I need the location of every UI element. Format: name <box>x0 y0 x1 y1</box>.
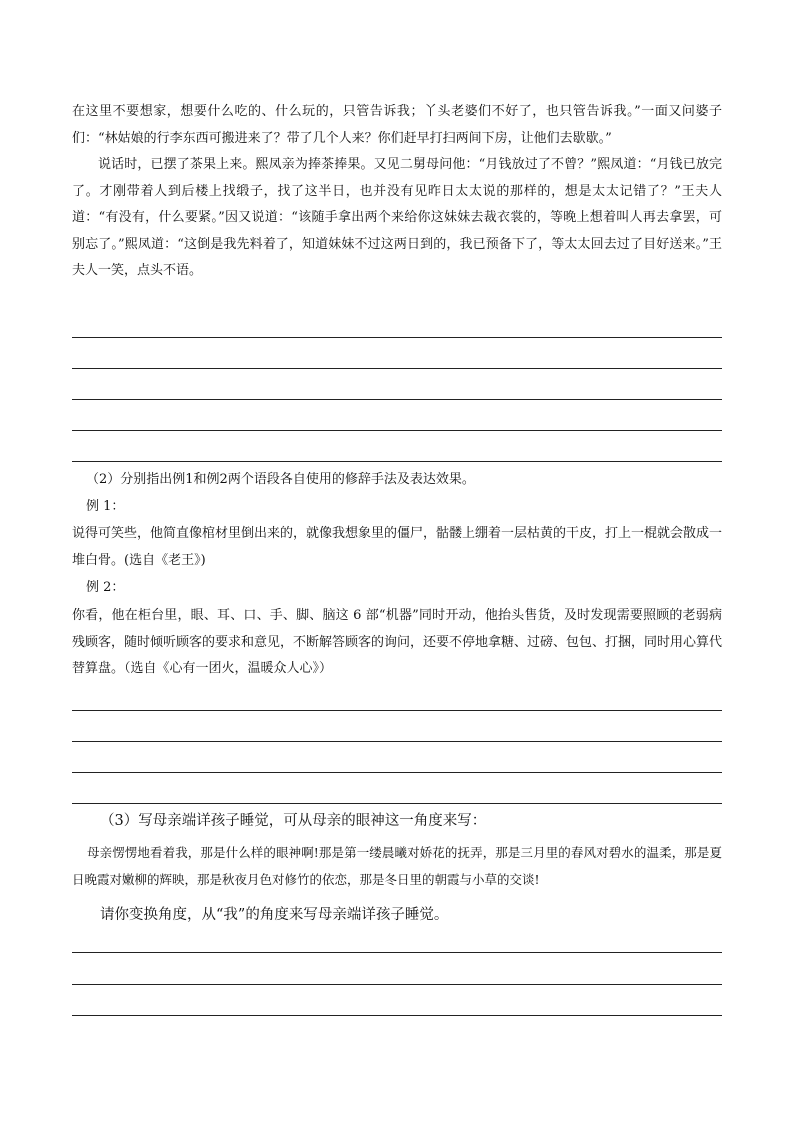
answer-line[interactable] <box>72 399 722 400</box>
question-2-prompt: （2）分别指出例1和例2两个语段各自使用的修辞手法及表达效果。 <box>86 472 475 487</box>
example-2-text: 你看，他在柜台里，眼、耳、口、手、脚、脑这 6 部“机器”同时开动，他抬头售货，及时发现需要照顾的老弱病残顾客，随时倾听顾客的要求和意见，不断解答顾客的询问，还要不停地拿糖、过磅、包包、打捆，同时用心算代替算盘。（选自《心有一团火，温暖众人心》） <box>72 608 723 676</box>
answer-line[interactable] <box>72 430 722 431</box>
example-2-label: 例 2： <box>86 580 125 595</box>
answer-line[interactable] <box>72 368 722 369</box>
answer-line[interactable] <box>72 710 722 711</box>
answer-line[interactable] <box>72 803 722 804</box>
question-3-example-text: 母亲愣愣地看着我，那是什么样的眼神啊!那是第一缕晨曦对娇花的抚弄，那是三月里的春风对碧水的温柔，那是夏日晚霞对嫩柳的辉映，那是秋夜月色对修竹的依恋，那是冬日里的朝霞与小草的交谈! <box>72 845 722 887</box>
example-1-label: 例 1： <box>86 499 125 514</box>
passage-paragraph-2: 说话时，已摆了茶果上来。熙凤亲为捧茶捧果。又见二舅母问他：“月钱放过了不曾？”熙凤道：“月钱已放完了。才刚带着人到后楼上找缎子，找了这半日，也并没有见昨日太太说的那样的，想是太太记错了？”王夫人道：“有没有，什么要紧。”因又说道：“该随手拿出两个来给你这妹妹去裁衣裳的，等晚上想着叫人再去拿罢，可别忘了。”熙凤道：“这倒是我先料着了，知道妹妹不过这两日到的，我已预备下了，等太太回去过了目好送来。”王夫人一笑，点头不语。 <box>72 157 722 278</box>
answer-line[interactable] <box>72 337 722 338</box>
answer-line[interactable] <box>72 952 722 953</box>
example-1-text: 说得可笑些，他简直像棺材里倒出来的，就像我想象里的僵尸，骷髅上绷着一层枯黄的干皮，打上一棍就会散成一堆白骨。(选自《老王》) <box>72 526 723 568</box>
question-3-instruction: 请你变换角度，从“我”的角度来写母亲端详孩子睡觉。 <box>100 907 449 923</box>
question-3-prompt: （3）写母亲端详孩子睡觉，可从母亲的眼神这一角度来写： <box>100 813 487 829</box>
answer-line[interactable] <box>72 1015 722 1016</box>
answer-line[interactable] <box>72 741 722 742</box>
passage-paragraph-1: 在这里不要想家，想要什么吃的、什么玩的，只管告诉我；丫头老婆们不好了，也只管告诉我。”一面又问婆子们：“林姑娘的行李东西可搬进来了？带了几个人来？你们赶早打扫两间下房，让他们去歇歇。” <box>72 104 722 146</box>
answer-line[interactable] <box>72 772 722 773</box>
answer-line[interactable] <box>72 984 722 985</box>
answer-line[interactable] <box>72 461 722 462</box>
